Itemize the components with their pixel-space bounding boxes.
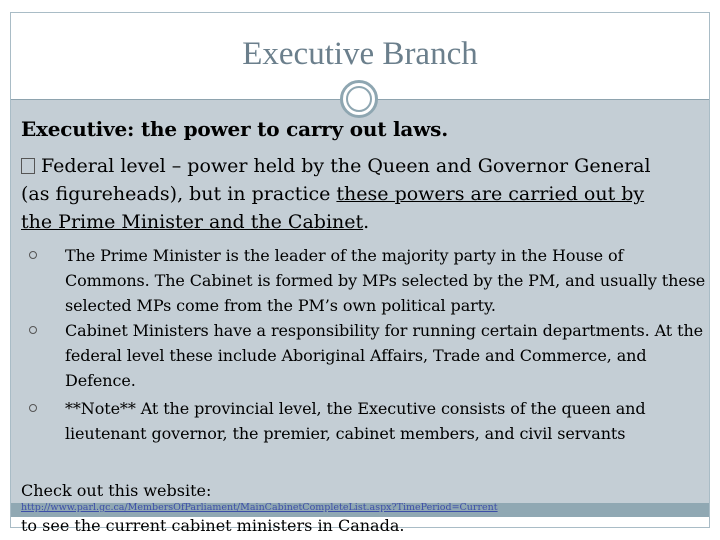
cabinet-list-link[interactable]: http://www.parl.gc.ca/MembersOfParliament/MainCabinetCompleteList.aspx?TimePeriod=Current [21,502,498,513]
ring-ornament-icon [340,80,378,118]
sub-bullet [29,318,709,393]
sub-bullet [29,243,709,318]
content-heading: Executive: the power to carry out laws. [21,117,448,141]
main-bullet-text-1: Federal level – power held by the Queen and Governor General (as figureheads), but in practice [21,155,651,205]
main-bullet [21,152,681,236]
check-website-text: Check out this website: [21,481,212,500]
sub-bullet-text: **Note** At the provincial level, the Executive consists of the queen and lieutenant governor, the premier, cabinet members, and civil servants [65,399,646,443]
main-bullet-text-2: . [363,211,370,233]
slide-title: Executive Branch [242,36,478,72]
circle-bullet-icon [29,404,37,412]
main-bullet-underlined-text: these powers are carried out by the Prime Minister and the Cabinet [21,183,645,233]
sub-bullet-text: The Prime Minister is the leader of the majority party in the House of Commons. The Cabinet is formed by MPs selected by the PM, and usually these selected MPs come from the PM’s own political party. [65,246,706,315]
sub-bullet-text: Cabinet Ministers have a responsibility for running certain departments. At the federal level these include Aboriginal Affairs, Trade and Commerce, and Defence. [65,321,704,390]
circle-bullet-icon [29,326,37,334]
see-ministers-text: to see the current cabinet ministers in Canada. [21,516,405,535]
circle-bullet-icon [29,251,37,259]
sub-bullet [29,396,709,446]
square-bullet-icon [21,158,35,174]
